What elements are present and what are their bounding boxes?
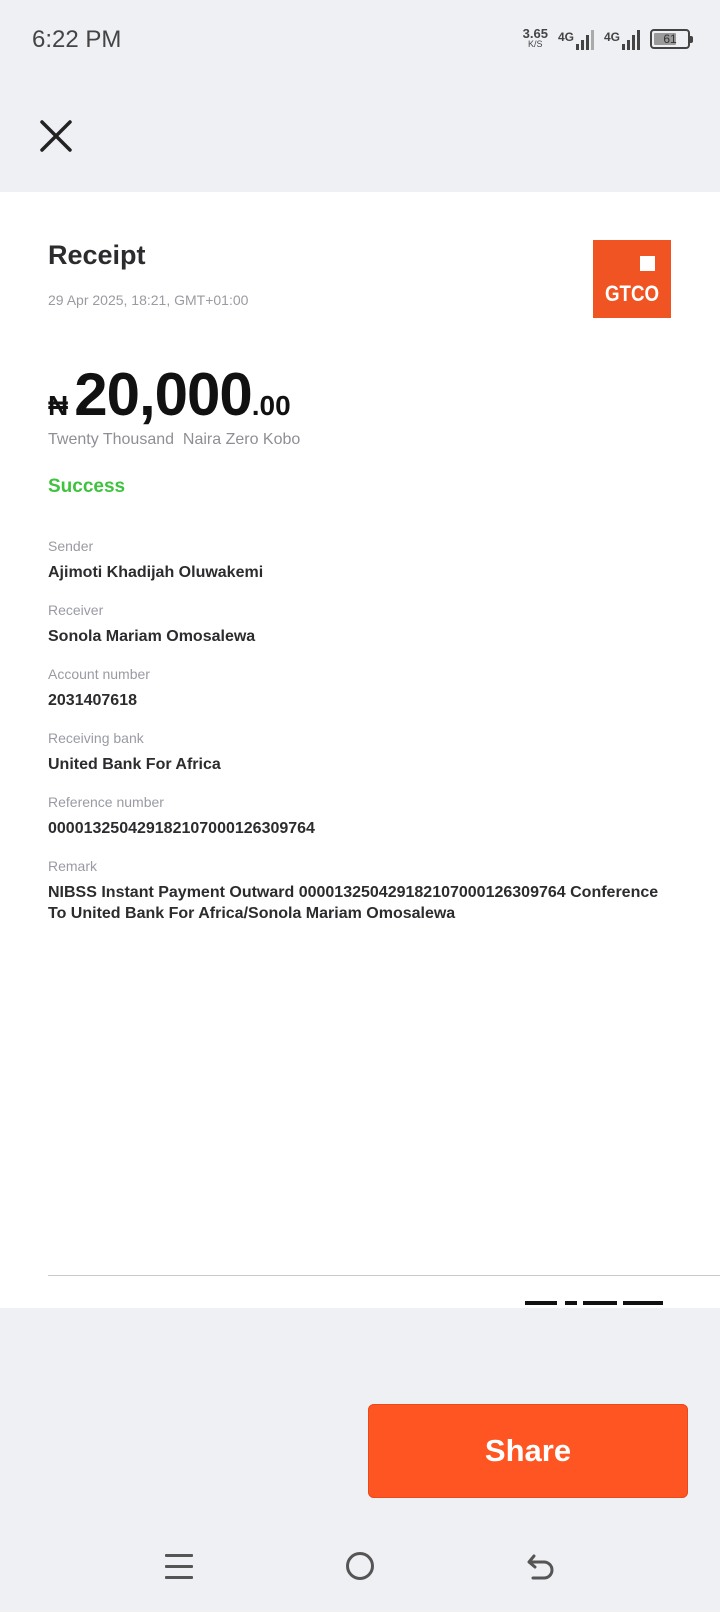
remark-label: Remark	[48, 858, 98, 874]
system-nav-bar	[0, 1532, 720, 1612]
battery-icon	[650, 29, 690, 49]
network-type-2: 4G	[603, 30, 620, 44]
receiver-value: Sonola Mariam Omosalewa	[48, 628, 256, 645]
receipt-title: Receipt	[48, 240, 146, 270]
currency-symbol: ₦	[48, 390, 69, 421]
menu-icon[interactable]	[165, 1552, 193, 1582]
logo-text: GTCO	[604, 281, 660, 306]
receiving-bank-label: Receiving bank	[48, 730, 144, 746]
share-button[interactable]: Share	[368, 1404, 688, 1498]
sender-value: Ajimoti Khadijah Oluwakemi	[48, 564, 264, 581]
reference-number-label: Reference number	[48, 794, 164, 810]
receipt-date: 29 Apr 2025, 18:21, GMT+01:00	[48, 292, 249, 308]
status-indicators	[523, 24, 690, 54]
status-time: 6:22 PM	[32, 26, 122, 53]
transaction-status: Success	[48, 476, 126, 497]
status-bar	[0, 0, 720, 80]
amount	[48, 360, 291, 429]
battery-level: 61	[663, 32, 677, 46]
home-icon[interactable]	[346, 1552, 374, 1580]
signal-bars-icon	[622, 28, 640, 50]
sender-label: Sender	[48, 538, 94, 554]
signal-bars-icon	[576, 28, 594, 50]
receipt-card	[0, 192, 720, 1308]
amount-main: 20,000	[74, 361, 252, 428]
network-speed-unit: K/S	[528, 39, 543, 49]
account-number-label: Account number	[48, 666, 150, 682]
amount-in-words: Twenty Thousand Naira Zero Kobo	[48, 431, 301, 448]
signal-1	[558, 28, 594, 50]
network-speed-value: 3.65	[522, 26, 548, 41]
close-icon	[36, 116, 76, 156]
remark-value: NIBSS Instant Payment Outward 000013250429182107000126309764 Conference To United Bank For Africa/Sonola Mariam Omosalewa	[48, 884, 659, 922]
network-type-1: 4G	[557, 30, 574, 44]
network-speed	[523, 28, 548, 50]
receiver-label: Receiver	[48, 602, 104, 618]
close-button[interactable]	[36, 116, 76, 156]
receipt-divider	[48, 1275, 720, 1276]
amount-decimal: .00	[251, 390, 291, 421]
back-icon[interactable]	[524, 1550, 558, 1584]
footer-stamp-fragment	[525, 1301, 665, 1308]
signal-2	[604, 28, 640, 50]
gtco-logo	[593, 240, 671, 318]
reference-number-value: 000013250429182107000126309764	[48, 820, 315, 837]
receiving-bank-value: United Bank For Africa	[48, 756, 221, 773]
account-number-value: 2031407618	[48, 692, 137, 709]
